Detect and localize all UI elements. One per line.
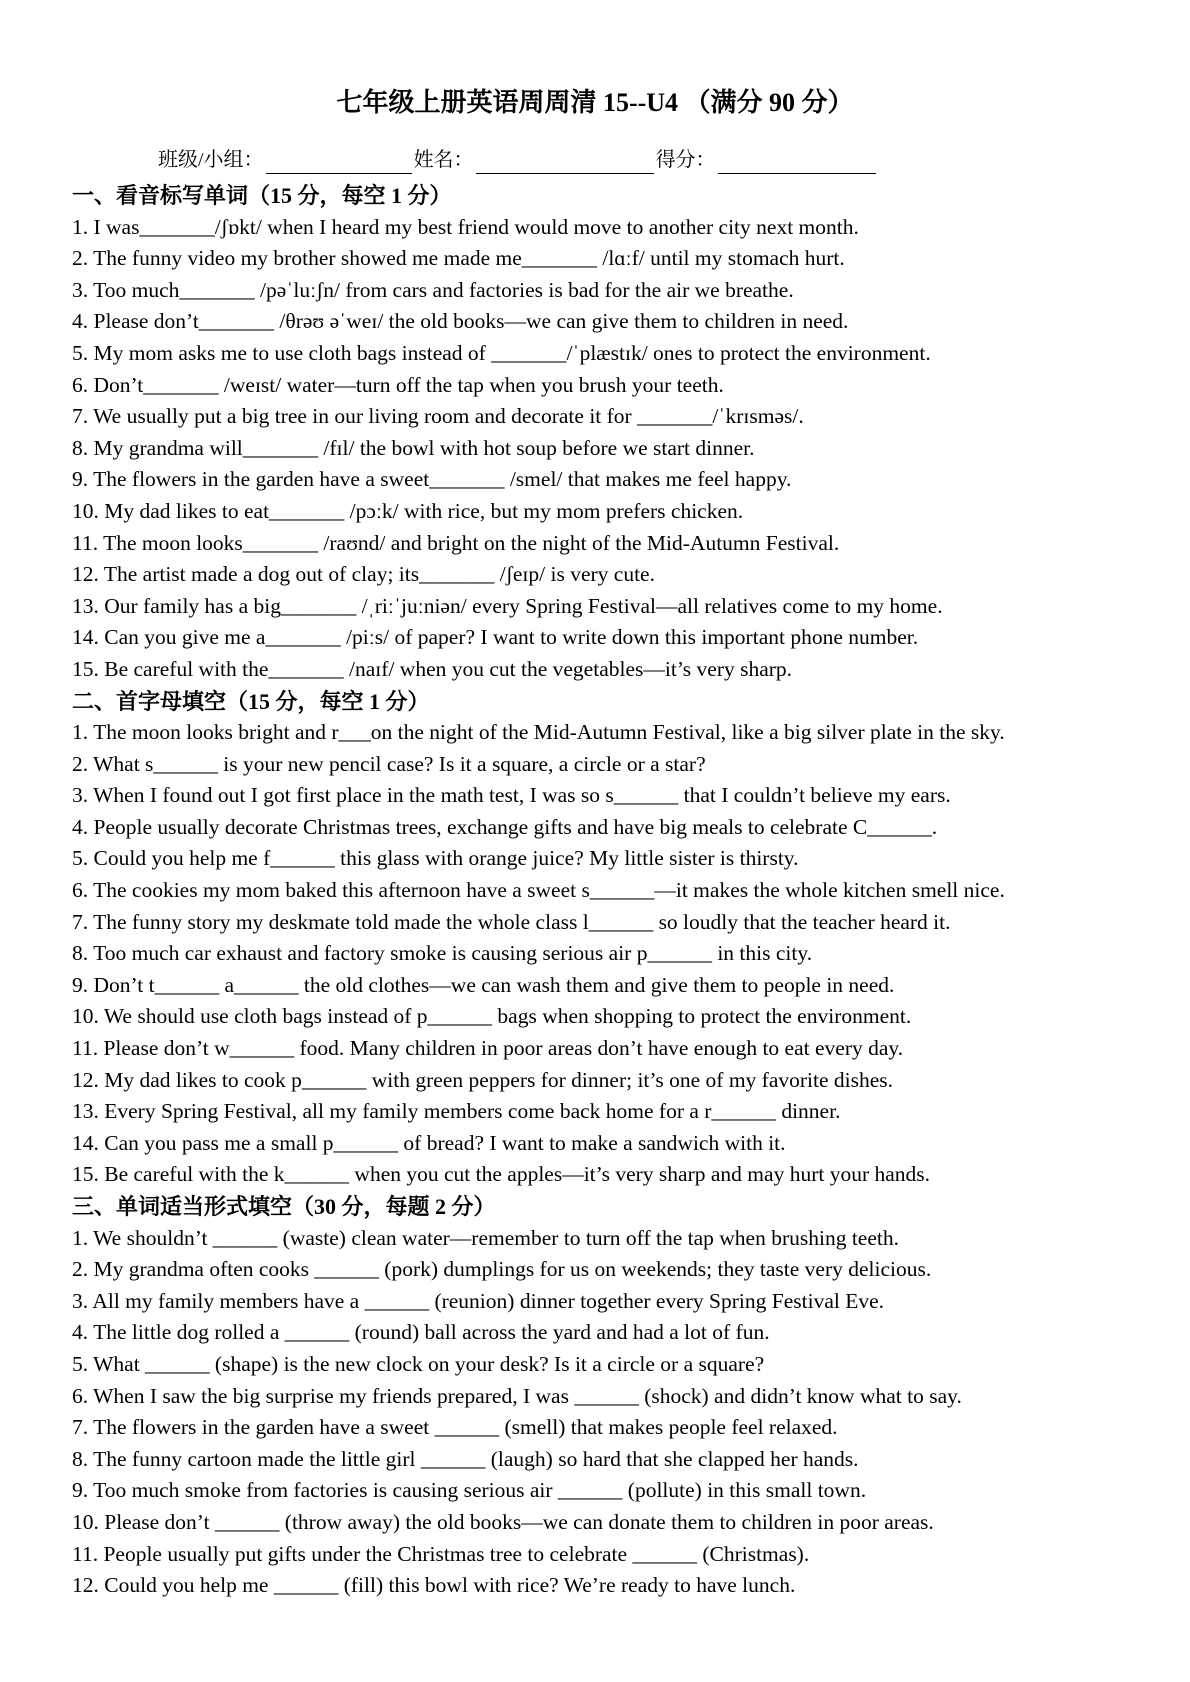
question-item: 2. What s______ is your new pencil case? Is it a square, a circle or a star?: [72, 751, 706, 776]
question-item: 14. Can you pass me a small p______ of bread? I want to make a sandwich with it.: [72, 1130, 786, 1155]
question-item: 15. Be careful with the_______ /naɪf/ when you cut the vegetables—it’s very sharp.: [72, 656, 793, 681]
question-item: 8. My grandma will_______ /fɪl/ the bowl with hot soup before we start dinner.: [72, 435, 755, 460]
question-item: 13. Our family has a big_______ /ˌriːˈjuːniən/ every Spring Festival—all relatives come to my home.: [72, 593, 943, 618]
question-item: 3. Too much_______ /pəˈluːʃn/ from cars and factories is bad for the air we breathe.: [72, 277, 794, 302]
score-label: 得分：: [655, 149, 716, 171]
question-item: 12. My dad likes to cook p______ with green peppers for dinner; it’s one of my favorite dishes.: [72, 1067, 894, 1092]
name-label: 姓名：: [413, 149, 474, 171]
class-blank[interactable]: [266, 151, 412, 174]
student-info-line: [158, 146, 878, 174]
page-title: 七年级上册英语周周清 15--U4 （满分 90 分）: [336, 88, 854, 117]
question-item: 9. The flowers in the garden have a sweet_______ /smel/ that makes me feel happy.: [72, 467, 792, 492]
question-item: 13. Every Spring Festival, all my family members come back home for a r______ dinner.: [72, 1099, 841, 1124]
question-item: 4. Please don’t_______ /θrəʊ əˈweɪ/ the old books—we can give them to children in need.: [72, 309, 849, 334]
question-item: 7. The funny story my deskmate told made the whole class l______ so loudly that the teacher heard it.: [72, 909, 951, 934]
question-item: 7. The flowers in the garden have a sweet ______ (smell) that makes people feel relaxed.: [72, 1415, 838, 1440]
question-item: 5. My mom asks me to use cloth bags instead of _______/ˈplæstɪk/ ones to protect the environment.: [72, 340, 931, 365]
question-item: 11. Please don’t w______ food. Many children in poor areas don’t have enough to eat every day.: [72, 1036, 904, 1061]
section-heading-phonetics: 一、看音标写单词（15 分，每空 1 分）: [72, 183, 452, 208]
question-item: 4. People usually decorate Christmas trees, exchange gifts and have big meals to celebrate C______.: [72, 814, 938, 839]
question-item: 1. We shouldn’t ______ (waste) clean water—remember to turn off the tap when brushing teeth.: [72, 1225, 899, 1250]
exercise-content: [72, 180, 1172, 1602]
score-blank[interactable]: [718, 151, 876, 174]
question-item: 1. The moon looks bright and r___on the night of the Mid-Autumn Festival, like a big silver plate in the sky.: [72, 720, 1005, 745]
question-item: 4. The little dog rolled a ______ (round) ball across the yard and had a lot of fun.: [72, 1320, 770, 1345]
question-item: 11. The moon looks_______ /raʊnd/ and bright on the night of the Mid-Autumn Festival.: [72, 530, 840, 555]
question-item: 9. Too much smoke from factories is causing serious air ______ (pollute) in this small town.: [72, 1478, 867, 1503]
section-heading-word-forms: 三、单词适当形式填空（30 分，每题 2 分）: [72, 1194, 496, 1219]
question-item: 8. The funny cartoon made the little girl ______ (laugh) so hard that she clapped her hands.: [72, 1446, 859, 1471]
question-item: 7. We usually put a big tree in our living room and decorate it for _______/ˈkrɪsməs/.: [72, 404, 804, 429]
question-item: 10. Please don’t ______ (throw away) the old books—we can donate them to children in poor areas.: [72, 1509, 934, 1534]
question-item: 6. When I saw the big surprise my friends prepared, I was ______ (shock) and didn’t know what to say.: [72, 1383, 962, 1408]
question-item: 6. Don’t_______ /weɪst/ water—turn off the tap when you brush your teeth.: [72, 372, 724, 397]
class-label: 班级/小组：: [158, 149, 264, 171]
question-item: 2. The funny video my brother showed me made me_______ /lɑːf/ until my stomach hurt.: [72, 246, 845, 271]
section-heading-initial-letter: 二、首字母填空（15 分，每空 1 分）: [72, 688, 430, 714]
question-item: 12. Could you help me ______ (fill) this bowl with rice? We’re ready to have lunch.: [72, 1573, 796, 1598]
question-item: 10. My dad likes to eat_______ /pɔːk/ with rice, but my mom prefers chicken.: [72, 498, 744, 523]
question-item: 12. The artist made a dog out of clay; its_______ /ʃeɪp/ is very cute.: [72, 562, 655, 587]
question-item: 6. The cookies my mom baked this afternoon have a sweet s______—it makes the whole kitchen smell nice.: [72, 878, 1005, 903]
question-item: 2. My grandma often cooks ______ (pork) dumplings for us on weekends; they taste very delicious.: [72, 1257, 932, 1282]
name-blank[interactable]: [476, 151, 654, 174]
question-item: 14. Can you give me a_______ /piːs/ of paper? I want to write down this important phone number.: [72, 625, 919, 650]
question-item: 5. Could you help me f______ this glass with orange juice? My little sister is thirsty.: [72, 846, 799, 871]
question-item: 15. Be careful with the k______ when you cut the apples—it’s very sharp and may hurt your hands.: [72, 1162, 931, 1187]
question-item: 3. All my family members have a ______ (reunion) dinner together every Spring Festival Eve.: [72, 1288, 885, 1313]
question-item: 1. I was_______/ʃɒkt/ when I heard my best friend would move to another city next month.: [72, 214, 859, 239]
question-item: 9. Don’t t______ a______ the old clothes—we can wash them and give them to people in need.: [72, 972, 895, 997]
question-item: 10. We should use cloth bags instead of p______ bags when shopping to protect the environment.: [72, 1004, 912, 1029]
question-item: 8. Too much car exhaust and factory smoke is causing serious air p______ in this city.: [72, 941, 813, 966]
question-item: 11. People usually put gifts under the Christmas tree to celebrate ______ (Christmas).: [72, 1541, 810, 1566]
question-item: 3. When I found out I got first place in the math test, I was so s______ that I couldn’t believe my ears.: [72, 783, 951, 808]
question-item: 5. What ______ (shape) is the new clock on your desk? Is it a circle or a square?: [72, 1351, 765, 1376]
